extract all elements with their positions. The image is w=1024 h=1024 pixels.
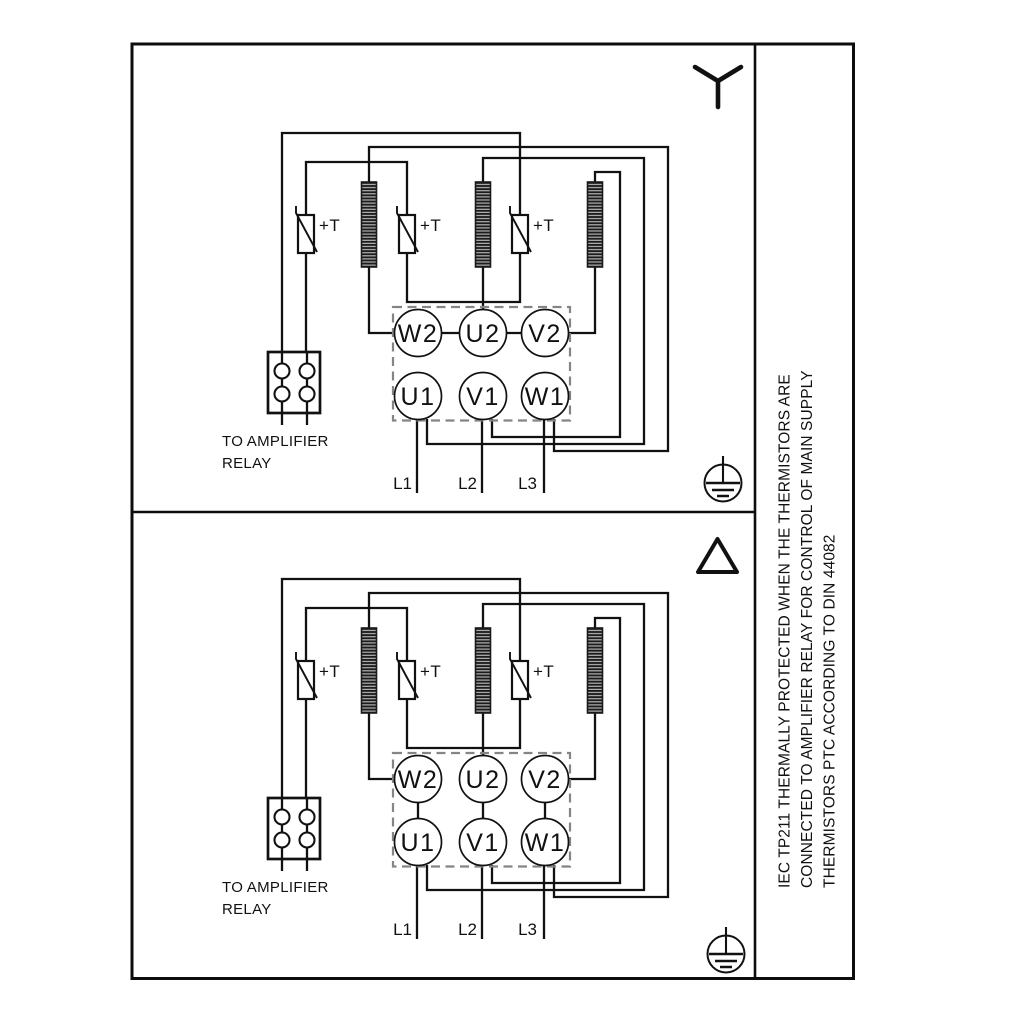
- thermistor-label: +T: [420, 216, 442, 235]
- delta-bridge-links: [418, 803, 545, 819]
- side-note-line: CONNECTED TO AMPLIFIER RELAY FOR CONTROL OF MAIN SUPPLY: [799, 370, 816, 888]
- terminal-label: W2: [397, 766, 439, 794]
- supply-label: L3: [518, 920, 537, 939]
- relay-caption-line: TO AMPLIFIER: [222, 879, 329, 896]
- supply-label: L1: [393, 920, 412, 939]
- terminal-label: U1: [400, 829, 436, 857]
- thermistor-label: +T: [533, 216, 555, 235]
- earth-icon: [708, 927, 745, 973]
- terminal-label: V2: [528, 320, 562, 348]
- star-icon: [695, 67, 741, 107]
- relay-caption-line: RELAY: [222, 455, 272, 472]
- thermistor-label: +T: [533, 662, 555, 681]
- side-note-line: THERMISTORS PTC ACCORDING TO DIN 44082: [821, 534, 839, 888]
- relay-caption-line: RELAY: [222, 901, 272, 918]
- thermistor-label: +T: [319, 216, 341, 235]
- terminal-label: U2: [465, 766, 501, 794]
- side-note: [777, 370, 839, 888]
- terminal-label: V2: [528, 766, 562, 794]
- delta-panel: [268, 539, 745, 973]
- supply-label: L2: [458, 474, 477, 493]
- supply-label: L1: [393, 474, 412, 493]
- earth-icon: [705, 456, 742, 502]
- side-note-line: IEC TP211 THERMALLY PROTECTED WHEN THE THERMISTORS ARE: [776, 374, 794, 888]
- terminal-label: W1: [524, 829, 566, 857]
- relay-caption-line: TO AMPLIFIER: [222, 433, 329, 450]
- star-panel: [268, 67, 742, 502]
- terminal-label: W2: [397, 320, 439, 348]
- supply-label: L3: [518, 474, 537, 493]
- delta-icon: [698, 539, 737, 572]
- terminal-label: V1: [466, 383, 500, 411]
- terminal-label: U2: [465, 320, 501, 348]
- terminal-label: W1: [524, 383, 566, 411]
- terminal-label: V1: [466, 829, 500, 857]
- thermistor-label: +T: [420, 662, 442, 681]
- terminal-label: U1: [400, 383, 436, 411]
- thermistor-label: +T: [319, 662, 341, 681]
- supply-label: L2: [458, 920, 477, 939]
